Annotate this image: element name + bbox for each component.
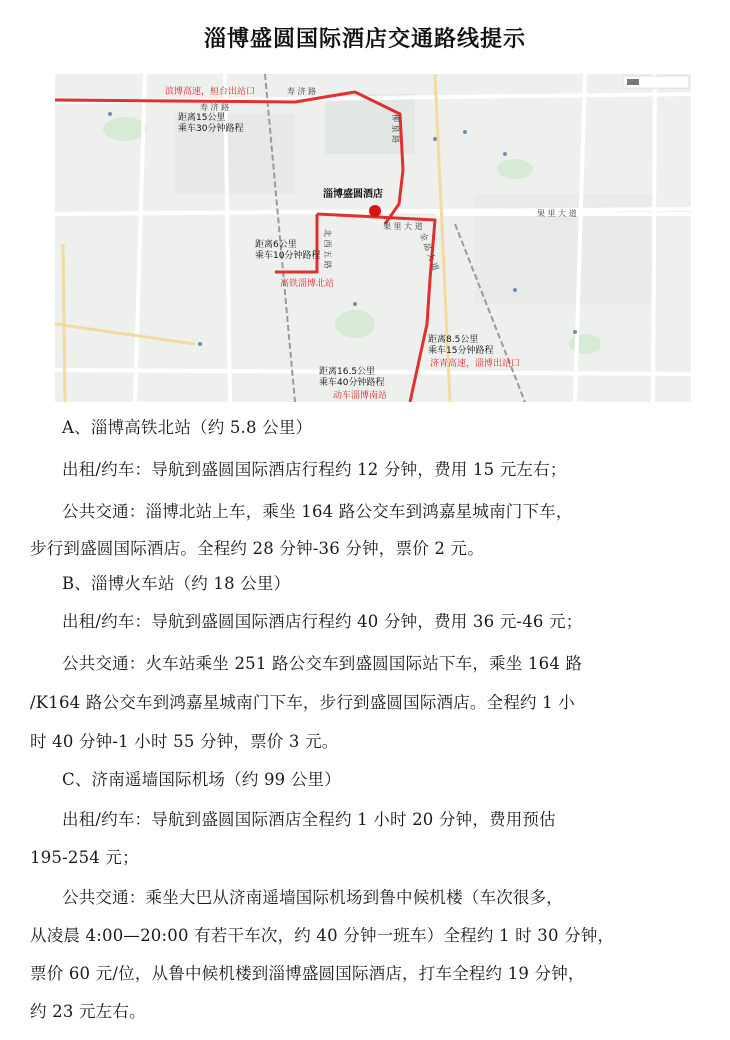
section-c-bus-line-1: 公共交通：乘坐大巴从济南遥墙国际机场到鲁中候机楼（车次很多， <box>62 888 563 907</box>
rail-south-station-label: 动车淄博南站 <box>333 391 388 401</box>
section-b-bus-line-1: 公共交通：火车站乘坐 251 路公交车到盛圆国际站下车，乘坐 164 路 <box>62 654 583 673</box>
route-south-distance: 距离16.5公里 <box>319 367 376 377</box>
section-b-taxi: 出租/约车：导航到盛圆国际酒店行程约 40 分钟，费用 36 元-46 元； <box>62 612 583 631</box>
route-north-time: 乘车30分钟路程 <box>178 124 244 134</box>
road-shouji-west-label: 寿 济 路 <box>200 103 230 112</box>
section-c-bus-line-2: 从凌晨 4:00—20:00 有若干车次，约 40 分钟一班车）全程约 1 时 30 分钟， <box>30 926 615 945</box>
section-a-taxi: 出租/约车：导航到盛圆国际酒店行程约 12 分钟，费用 15 元左右； <box>62 460 567 479</box>
route-east-time: 乘车15分钟路程 <box>428 346 494 356</box>
rail-north-station-label: 高铁淄博北站 <box>280 279 335 289</box>
section-c-taxi-line-1: 出租/约车：导航到盛圆国际酒店全程约 1 小时 20 分钟，费用预估 <box>62 810 556 829</box>
section-a-bus-line-1: 公共交通：淄博北站上车，乘坐 164 路公交车到鸿嘉星城南门下车， <box>62 502 573 521</box>
road-guoli-label-2: 果 里 大 道 <box>537 209 577 218</box>
expressway-exit-north-label: 滨博高速，桓台出站口 <box>165 87 256 97</box>
road-beixiwu-label: 北 西 五 路 <box>323 229 332 269</box>
section-b-bus-line-2: /K164 路公交车到鸿嘉星城南门下车，步行到盛圆国际酒店。全程约 1 小 <box>30 693 576 712</box>
section-b-heading: B、淄博火车站（约 18 公里） <box>62 574 291 593</box>
section-c-bus-line-4: 约 23 元左右。 <box>30 1002 146 1021</box>
section-b-bus-line-3: 时 40 分钟-1 小时 55 分钟，票价 3 元。 <box>30 732 339 751</box>
section-c-heading: C、济南遥墙国际机场（约 99 公里） <box>62 770 341 789</box>
hotel-label: 淄博盛圆酒店 <box>323 189 383 200</box>
page-title: 淄博盛圆国际酒店交通路线提示 <box>203 27 526 52</box>
section-a-bus-line-2: 步行到盛圆国际酒店。全程约 28 分钟-36 分钟，票价 2 元。 <box>30 539 484 558</box>
route-south-time: 乘车40分钟路程 <box>319 378 385 388</box>
route-rail-distance: 距离6公里 <box>255 240 297 250</box>
route-rail-time: 乘车10分钟路程 <box>255 251 321 261</box>
route-east-distance: 距离8.5公里 <box>428 335 479 345</box>
section-a-heading: A、淄博高铁北站（约 5.8 公里） <box>62 418 313 437</box>
route-map <box>55 74 691 402</box>
road-jinjing-label: 金 晶 大 道 <box>418 231 441 272</box>
road-liuquan-label: 柳 泉 路 <box>391 114 400 144</box>
section-c-taxi-line-2: 195-254 元； <box>30 848 139 867</box>
route-map-svg <box>55 74 691 402</box>
route-north-distance: 距离15公里 <box>178 113 226 123</box>
section-c-bus-line-3: 票价 60 元/位，从鲁中候机楼到淄博盛圆国际酒店，打车全程约 19 分钟， <box>30 964 585 983</box>
road-shouji-east-label: 寿 济 路 <box>287 87 317 96</box>
expressway-exit-south-label: 济青高速，淄博出站口 <box>430 359 521 369</box>
road-guoli-label-1: 果 里 大 道 <box>383 222 423 231</box>
